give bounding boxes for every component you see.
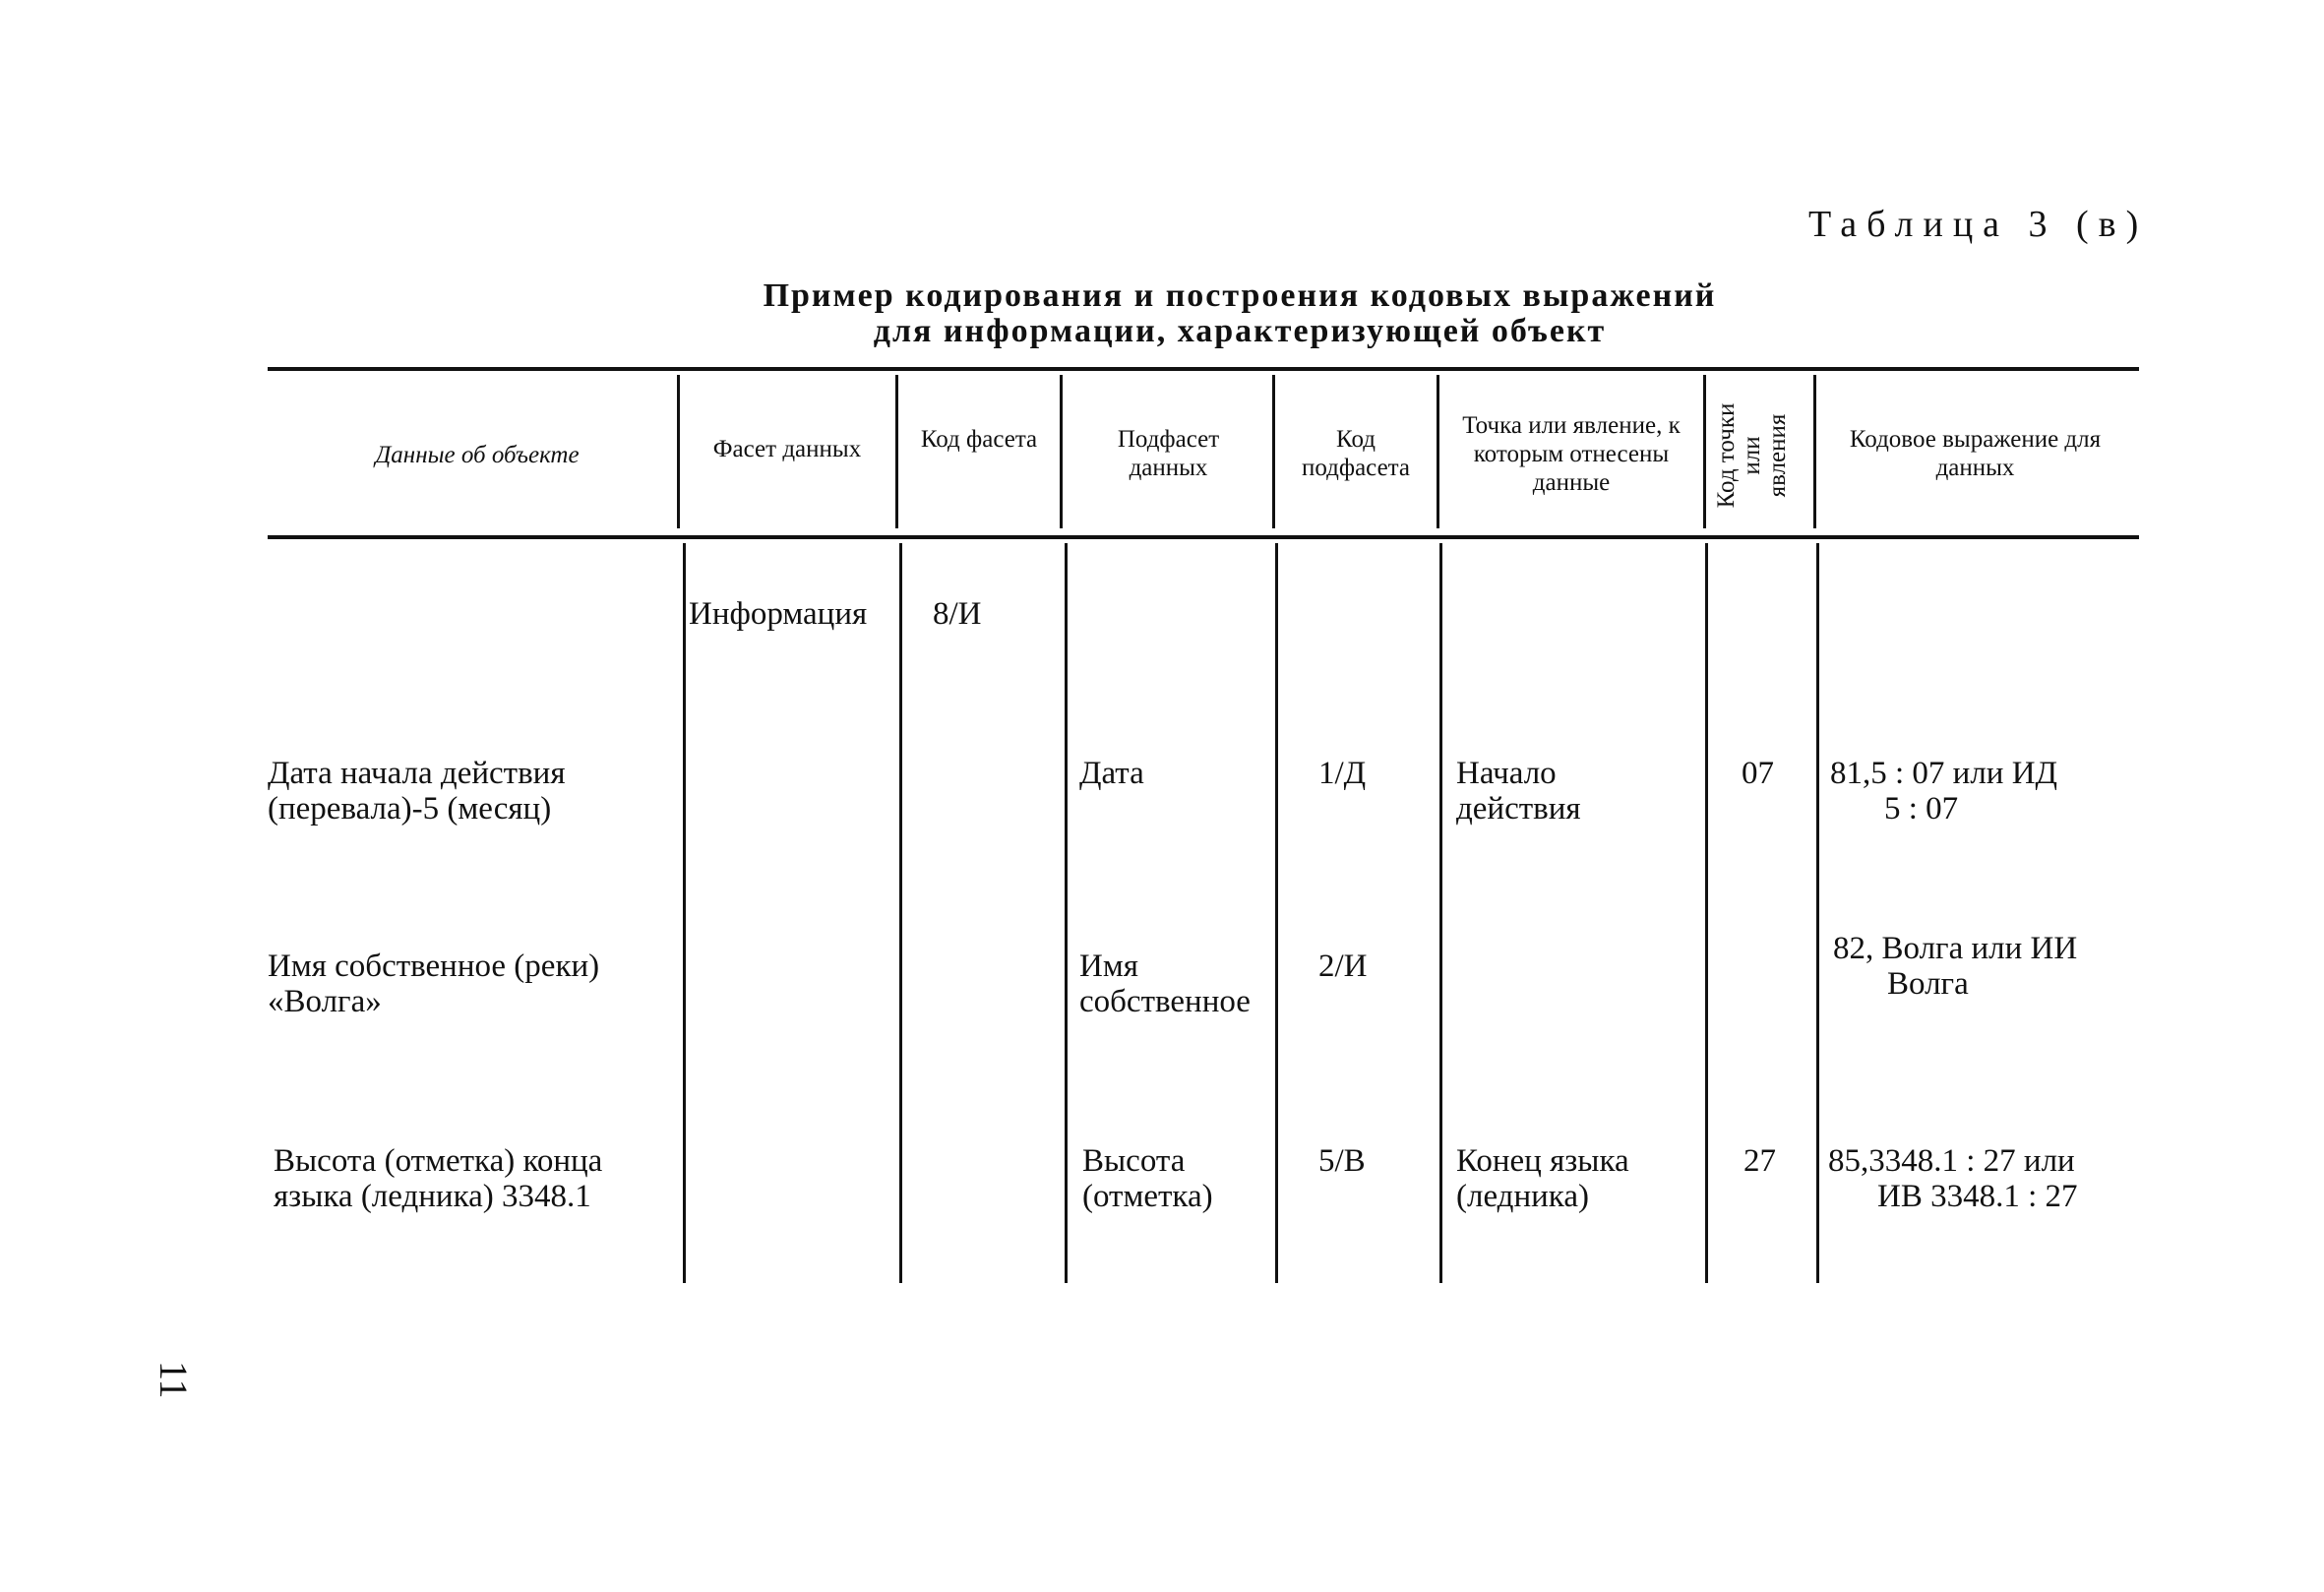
cell-point-code: 27 (1743, 1143, 1776, 1179)
cell-expression-line-1: 82, Волга или ИИ (1833, 931, 2078, 966)
cell-point-code: 07 (1742, 756, 1774, 791)
header-column-divider (1813, 375, 1816, 528)
cell-subfacet: Дата (1079, 756, 1144, 791)
cell-expression-line-2: Волга (1887, 966, 1969, 1002)
header-point: Точка или явление, к которым отнесены данные (1462, 412, 1681, 496)
cell-subfacet-code: 1/Д (1318, 756, 1367, 791)
header-bottom-rule (268, 535, 2139, 539)
header-point-code: Код точки или явления (1713, 402, 1791, 509)
cell-subfacet-code: 5/В (1318, 1143, 1366, 1179)
cell-expression-line-1: 85,3348.1 : 27 или (1828, 1143, 2075, 1179)
cell-point: Начало действия (1456, 756, 1581, 827)
cell-facet: Информация (689, 596, 868, 632)
cell-expression-line-1: 81,5 : 07 или ИД (1830, 756, 2058, 791)
body-column-divider (1275, 543, 1278, 1283)
cell-subfacet-code: 2/И (1318, 949, 1368, 984)
cell-expression-line-2: ИВ 3348.1 : 27 (1877, 1179, 2078, 1214)
cell-subfacet: Имя собственное (1079, 949, 1251, 1019)
table-caption-line-1: Пример кодирования и построения кодовых выражений (763, 277, 1717, 314)
header-facet: Фасет данных (712, 436, 862, 462)
page-number: 11 (152, 1361, 196, 1399)
header-expression: Кодовое выражение для данных (1849, 426, 2102, 481)
header-subfacet: Подфасет данных (1117, 426, 1220, 481)
header-data: Данные об объекте (375, 442, 580, 468)
table-label: Таблица 3 (в) (1808, 204, 2149, 245)
cell-facet-code: 8/И (933, 596, 982, 632)
table-caption-line-2: для информации, характеризующей объект (873, 313, 1607, 349)
cell-expression-line-2: 5 : 07 (1884, 791, 1959, 827)
header-column-divider (1437, 375, 1439, 528)
header-column-divider (1703, 375, 1706, 528)
body-column-divider (683, 543, 686, 1283)
cell-data: Дата начала действия (перевала)-5 (месяц) (268, 756, 566, 827)
header-subfacet-code: Код подфасета (1302, 426, 1410, 481)
body-column-divider (1065, 543, 1068, 1283)
header-column-divider (677, 375, 680, 528)
cell-point: Конец языка (ледника) (1456, 1143, 1629, 1214)
body-column-divider (1439, 543, 1442, 1283)
cell-data: Имя собственное (реки) «Волга» (268, 949, 600, 1019)
body-column-divider (1705, 543, 1708, 1283)
cell-data: Высота (отметка) конца языка (ледника) 3348.1 (274, 1143, 603, 1214)
header-column-divider (895, 375, 898, 528)
header-column-divider (1272, 375, 1275, 528)
body-column-divider (899, 543, 902, 1283)
body-column-divider (1816, 543, 1819, 1283)
header-facet-code: Код фасета (920, 426, 1038, 453)
table-top-rule (268, 367, 2139, 371)
header-column-divider (1060, 375, 1063, 528)
cell-subfacet: Высота (отметка) (1082, 1143, 1213, 1214)
